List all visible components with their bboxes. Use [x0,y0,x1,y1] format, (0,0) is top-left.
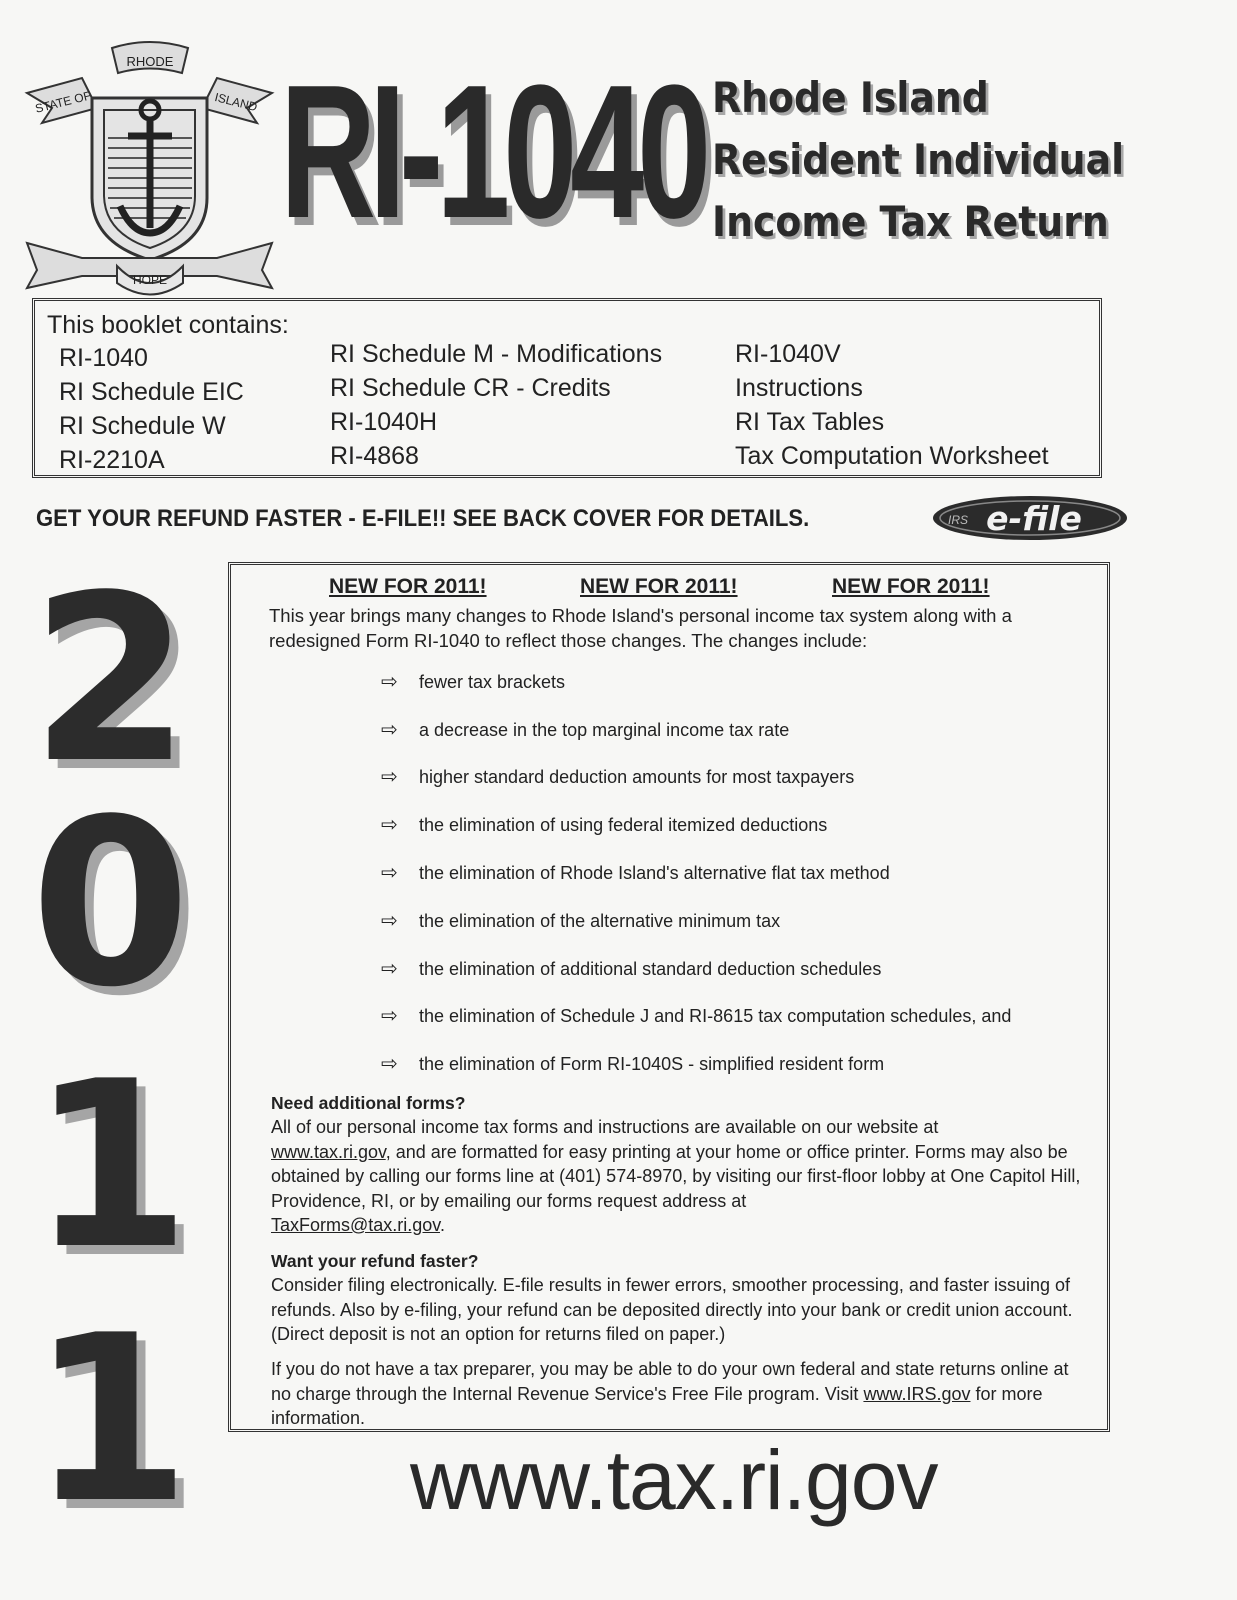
seal-top-text: RHODE [126,54,174,69]
change-text: fewer tax brackets [419,672,566,692]
change-text: the elimination of using federal itemized deductions [419,815,828,835]
state-seal [22,38,277,298]
footer-website[interactable]: www.tax.ri.gov [410,1433,938,1527]
arrow-right-icon: ⇨ [381,766,398,788]
year-digit-1b: 1 [30,1287,191,1554]
change-item [381,860,890,885]
contents-item: Instructions [735,374,863,402]
contents-item: RI Tax Tables [735,408,885,436]
seal-left-text: STATE OF [33,88,93,116]
contents-item: RI Schedule W [59,412,226,440]
contents-item: RI-4868 [330,442,419,470]
change-item [381,1051,884,1076]
refund-heading: Want your refund faster? [271,1251,479,1271]
contents-item: RI-2210A [59,446,165,474]
forms-text-cont: , and are formatted for easy printing at your home or office printer. Forms may also be obtained by calling our forms line at (401) 574-8970, by visiting our first-floor lobby at One Capitol Hill, Providence, RI, or by emailing our forms request address at [271,1141,1081,1211]
change-item [381,717,789,742]
refund-paragraph: Consider filing electronically. E-file results in fewer errors, smoother processing, and faster issuing of refunds. Also by e-filing, your refund can be deposited directly into your bank or credit union account. (Direct deposit is not an option for returns filed on paper.) [271,1275,1073,1344]
forms-end: . [439,1215,445,1235]
email-link[interactable]: TaxForms@tax.ri.gov [271,1215,440,1235]
contents-heading: This booklet contains: [47,311,289,339]
arrow-right-icon: ⇨ [381,671,398,693]
change-text: the elimination of Rhode Island's alternative flat tax method [419,863,890,883]
arrow-right-icon: ⇨ [381,1005,398,1027]
seal-motto: HOPE [132,273,168,287]
contents-item: RI-1040 [59,344,148,372]
forms-paragraph [271,1115,1091,1238]
title-line-1: Rhode Island [712,73,989,122]
change-text: the elimination of Schedule J and RI-8615 tax computation schedules, and [419,1006,1012,1026]
change-item [381,1003,1011,1028]
new-for-heading: NEW FOR 2011! [832,575,990,598]
change-item [381,764,854,789]
contents-item: RI Schedule CR - Credits [330,374,611,402]
change-item [381,812,827,837]
forms-text: All of our personal income tax forms and instructions are available on our website at [271,1117,939,1137]
change-text: a decrease in the top marginal income tax rate [419,720,790,740]
year-digit-1a: 1 [30,1033,191,1300]
contents-item: Tax Computation Worksheet [735,442,1049,470]
irs-link[interactable]: www.IRS.gov [863,1383,971,1404]
arrow-right-icon: ⇨ [381,910,398,932]
website-link[interactable]: www.tax.ri.gov [271,1141,386,1162]
freefile-text-end: for more information. [271,1383,1043,1428]
contents-column-1 [59,341,244,477]
arrow-right-icon: ⇨ [381,719,398,741]
forms-heading: Need additional forms? [271,1093,466,1113]
new-for-2011-box [228,562,1110,1432]
contents-column-3 [735,337,1049,473]
efile-logo-prefix: IRS [948,513,969,527]
change-text: the elimination of additional standard deduction schedules [419,959,882,979]
form-number: RI-1040 [280,46,705,258]
contents-item: RI Schedule M - Modifications [330,340,663,368]
contents-item: RI Schedule EIC [59,378,244,406]
change-text: higher standard deduction amounts for most taxpayers [419,767,855,787]
booklet-contents-box [32,298,1102,478]
contents-item: RI-1040V [735,340,841,368]
arrow-right-icon: ⇨ [381,958,398,980]
seal-right-text: ISLAND [213,90,259,115]
arrow-right-icon: ⇨ [381,1053,398,1075]
efile-logo-text: e-file [986,499,1082,538]
freefile-paragraph [271,1357,1091,1431]
year-digit-0: 0 [30,771,191,1038]
freefile-text: If you do not have a tax preparer, you may be able to do your own federal and state returns online at no charge through the Internal Revenue Service's Free File program. Visit [271,1359,1069,1404]
new-for-heading: NEW FOR 2011! [329,575,487,598]
change-item [381,956,881,981]
change-text: the elimination of Form RI-1040S - simplified resident form [419,1054,885,1074]
arrow-right-icon: ⇨ [381,862,398,884]
arrow-right-icon: ⇨ [381,814,398,836]
title-line-3: Income Tax Return [712,197,1109,246]
efile-logo [930,493,1130,543]
change-item [381,908,780,933]
efile-banner: GET YOUR REFUND FASTER - E-FILE!! SEE BACK COVER FOR DETAILS. [36,505,810,532]
contents-column-2 [330,337,662,473]
change-item [381,669,565,694]
title-line-2: Resident Individual [712,135,1125,184]
intro-text: This year brings many changes to Rhode Island's personal income tax system along with a redesigned Form RI-1040 to reflect those changes. The changes include: [269,605,1012,651]
new-for-heading: NEW FOR 2011! [580,575,738,598]
contents-item: RI-1040H [330,408,437,436]
year-digit-2: 2 [30,547,191,814]
change-text: the elimination of the alternative minimum tax [419,911,781,931]
